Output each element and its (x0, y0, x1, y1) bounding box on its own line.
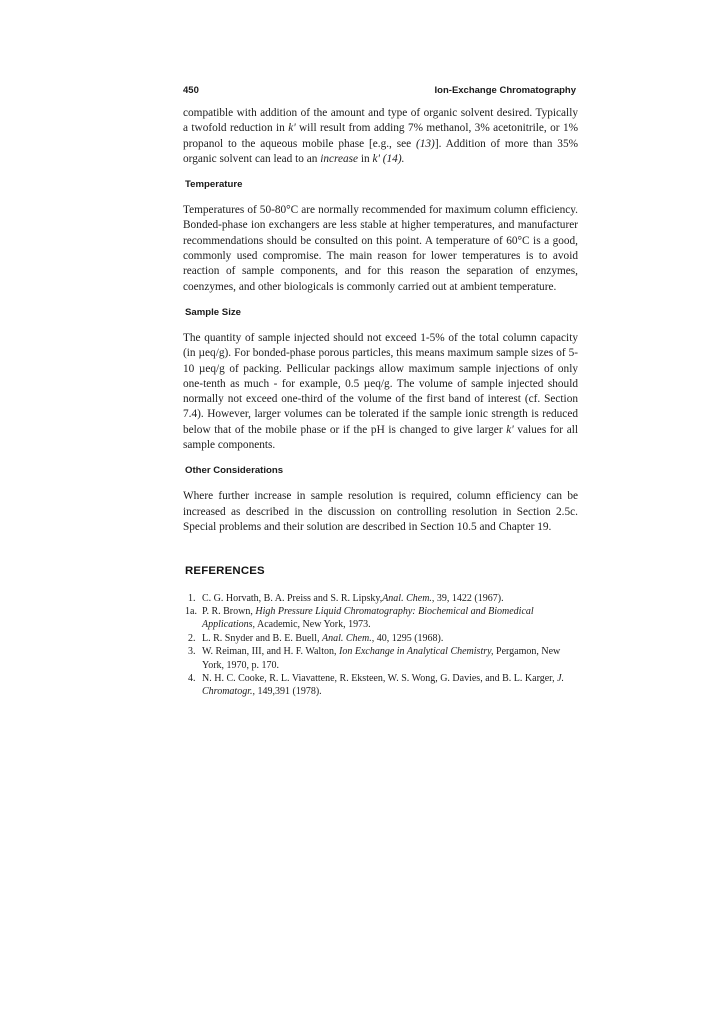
reference-item: 1a. P. R. Brown, High Pressure Liquid Chromatography: Biochemical and Biomedical Applications, Academic, New York, 1973. (185, 605, 534, 631)
section-heading-sample-size: Sample Size (185, 306, 241, 318)
page-number: 450 (183, 85, 199, 96)
running-head (183, 85, 576, 101)
reference-item: 1. C. G. Horvath, B. A. Preiss and S. R. Lipsky,Anal. Chem., 39, 1422 (1967). (188, 592, 504, 604)
intro-paragraph: compatible with addition of the amount and type of organic solvent desired. Typically a twofold reduction in k' will result from adding 7% methanol, 3% acetonitrile, or 1% propanol to the aqueous mobile phase [e.g., see (13)]. Addition of more than 35% organic solvent can lead to an increase in k' (14). (183, 107, 579, 165)
section-heading-temperature: Temperature (185, 179, 243, 191)
other-considerations-paragraph: Where further increase in sample resolution is required, column efficiency can be increased as described in the discussion on controlling resolution in Section 2.5c. Special problems and their solution are described in Section 10.5 and Chapter 19. (183, 490, 578, 533)
reference-item: 3. W. Reiman, III, and H. F. Walton, Ion Exchange in Analytical Chemistry, Pergamon, New York, 1970, p. 170. (188, 646, 561, 671)
references-heading: REFERENCES (185, 565, 265, 578)
references-list (183, 592, 578, 699)
body-text (183, 106, 578, 699)
reference-item: 4. N. H. C. Cooke, R. L. Viavattene, R. Eksteen, W. S. Wong, G. Davies, and B. L. Karger, J. Chromatogr., 149,391 (1978). (188, 672, 565, 698)
reference-item: 2. L. R. Snyder and B. E. Buell, Anal. Chem., 40, 1295 (1968). (188, 632, 444, 644)
section-heading-other-considerations: Other Considerations (185, 465, 284, 477)
temperature-paragraph: Temperatures of 50-80°C are normally recommended for maximum column efficiency. Bonded-phase ion exchangers are less stable at higher temperatures, and manufacturer recommendations should be consulted on this point. A temperature of 60°C is a good, commonly used compromise. The main reason for lower temperatures is to avoid reaction of sample components, and for this reason the separation of enzymes, coenzymes, and other biologicals is commonly carried out at ambient temperature. (183, 204, 578, 293)
running-title: Ion-Exchange Chromatography (434, 85, 576, 96)
sample-size-paragraph: The quantity of sample injected should not exceed 1-5% of the total column capacity (in µeq/g). For bonded-phase porous particles, this means maximum sample sizes of 5-10 µeq/g of packing. Pellicular packings allow maximum sample injections of only one-tenth as much - for example, 0.5 µeq/g. The volume of sample injected should normally not exceed one-third of the volume of the first band of interest (cf. Section 7.4). However, larger volumes can be tolerated if the sample ionic strength is reduced below that of the mobile phase or if the pH is changed to give larger k' values for all sample components. (183, 331, 578, 452)
